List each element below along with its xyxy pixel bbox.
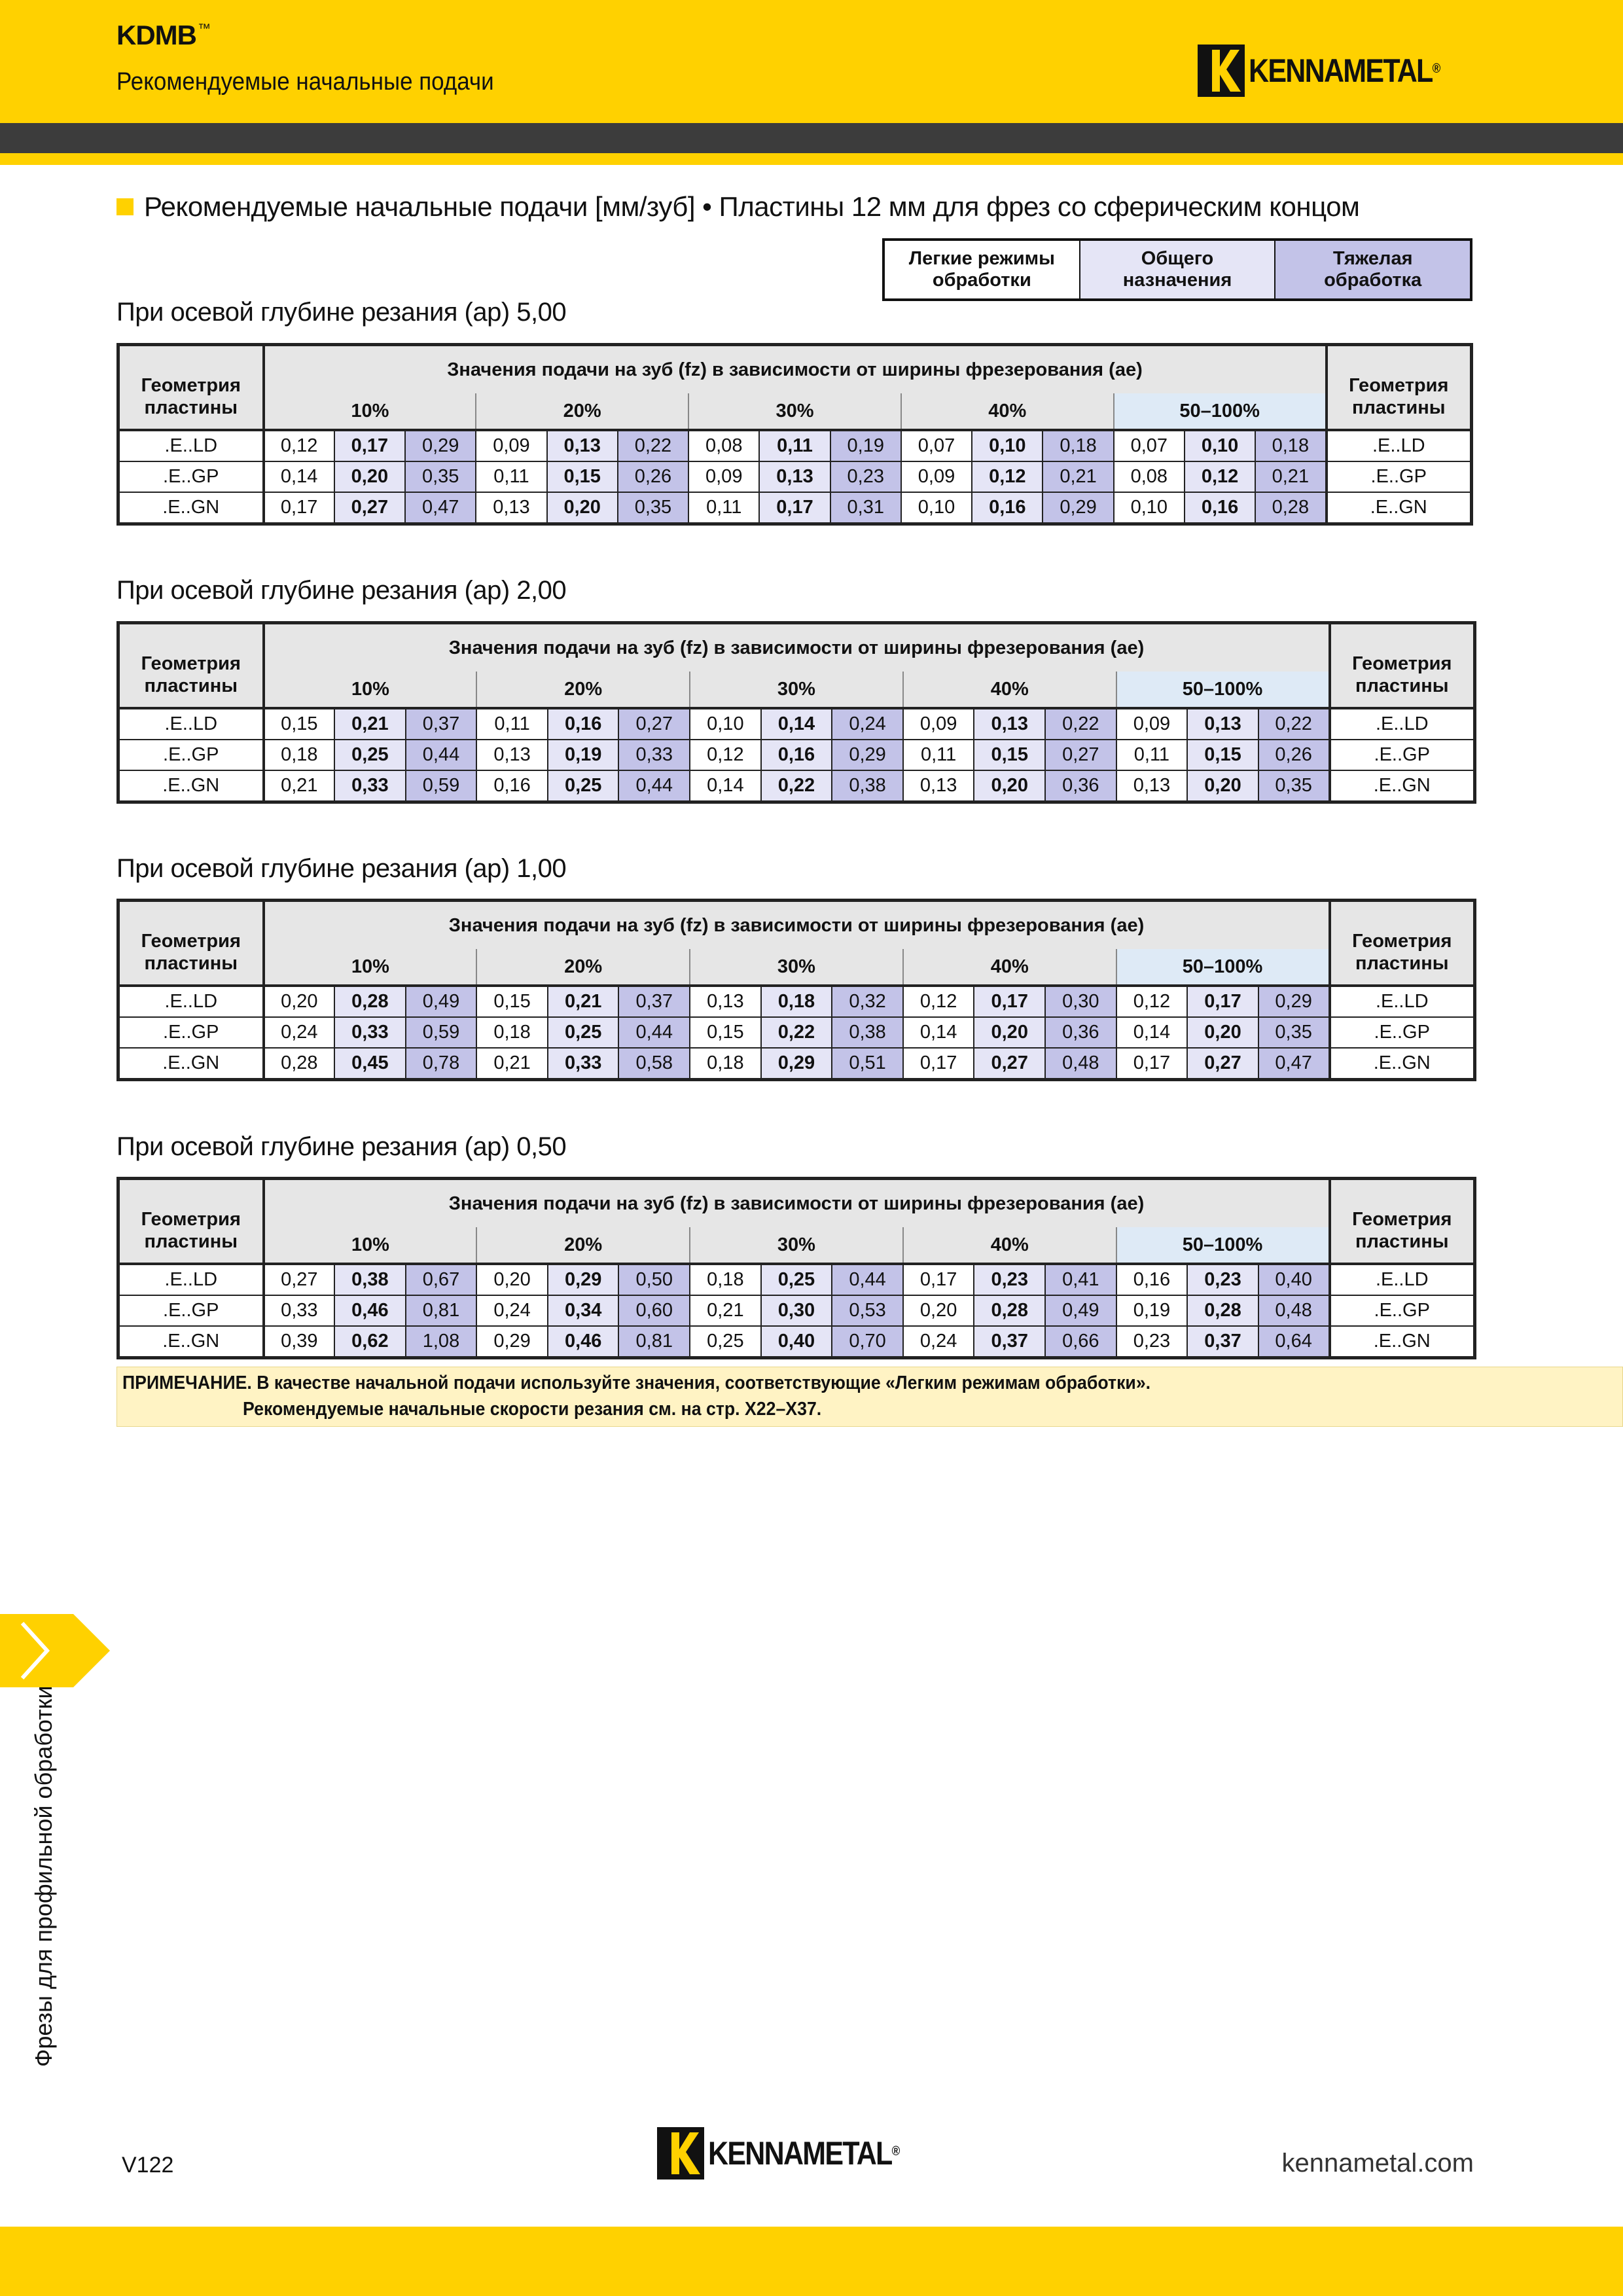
feed-general-cell: 0,29 xyxy=(761,1048,832,1080)
geometry-cell: .E..GN xyxy=(118,492,264,524)
product-title: KDMB ™ xyxy=(116,20,210,50)
feed-light-cell: 0,10 xyxy=(901,492,972,524)
feed-general-cell: 0,10 xyxy=(1185,430,1255,461)
feed-heavy-cell: 0,19 xyxy=(830,430,901,461)
feed-general-cell: 0,17 xyxy=(334,430,405,461)
feed-light-cell: 0,27 xyxy=(264,1264,335,1295)
feed-heavy-cell: 0,35 xyxy=(405,461,476,492)
feed-heavy-cell: 0,35 xyxy=(1258,1017,1330,1048)
feed-light-cell: 0,18 xyxy=(690,1264,761,1295)
geometry-cell: .E..GN xyxy=(1327,492,1472,524)
feed-heavy-cell: 0,33 xyxy=(618,740,690,770)
feed-light-cell: 0,08 xyxy=(688,430,759,461)
feed-general-cell: 0,16 xyxy=(548,708,619,740)
feed-light-cell: 0,25 xyxy=(690,1326,761,1358)
feed-heavy-cell: 0,35 xyxy=(1258,770,1330,802)
feed-heavy-cell: 0,22 xyxy=(618,430,688,461)
feed-heavy-cell: 0,26 xyxy=(1258,740,1330,770)
feed-heavy-cell: 0,21 xyxy=(1043,461,1113,492)
column-header-width: 10% xyxy=(264,949,477,986)
feed-heavy-cell: 0,67 xyxy=(406,1264,477,1295)
feed-general-cell: 0,27 xyxy=(334,492,405,524)
feed-general-cell: 0,13 xyxy=(547,430,618,461)
feed-heavy-cell: 0,18 xyxy=(1255,430,1326,461)
feed-light-cell: 0,14 xyxy=(1116,1017,1188,1048)
feed-heavy-cell: 0,44 xyxy=(406,740,477,770)
feed-heavy-cell: 0,59 xyxy=(406,770,477,802)
feed-heavy-cell: 0,48 xyxy=(1045,1048,1116,1080)
feed-light-cell: 0,20 xyxy=(903,1295,974,1326)
feed-general-cell: 0,17 xyxy=(974,986,1045,1017)
feed-general-cell: 0,15 xyxy=(547,461,618,492)
feed-table-ap-2 xyxy=(116,621,1476,804)
feed-heavy-cell: 0,23 xyxy=(830,461,901,492)
feed-general-cell: 0,37 xyxy=(974,1326,1045,1358)
feed-general-cell: 0,20 xyxy=(974,1017,1045,1048)
feed-general-cell: 0,33 xyxy=(334,770,406,802)
feed-light-cell: 0,20 xyxy=(476,1264,548,1295)
note-line-2: Рекомендуемые начальные скорости резания см. на стр. X22–X37. xyxy=(243,1399,822,1420)
column-header-width: 20% xyxy=(476,672,690,708)
feed-table-ap-5 xyxy=(116,343,1473,526)
column-header-width: 10% xyxy=(264,1227,477,1264)
feed-general-cell: 0,25 xyxy=(334,740,406,770)
feed-general-cell: 0,28 xyxy=(974,1295,1045,1326)
feed-light-cell: 0,21 xyxy=(476,1048,548,1080)
feed-general-cell: 0,37 xyxy=(1187,1326,1258,1358)
feed-heavy-cell: 0,29 xyxy=(1258,986,1330,1017)
section-title: Рекомендуемые начальные подачи [мм/зуб] • Пластины 12 мм для фрез со сферическим концом xyxy=(116,191,1359,223)
feed-light-cell: 0,28 xyxy=(264,1048,335,1080)
geometry-cell: .E..GP xyxy=(1330,740,1475,770)
column-header-feed-span: Значения подачи на зуб (fz) в зависимости от ширины фрезерования (ae) xyxy=(264,1179,1330,1228)
feed-light-cell: 0,17 xyxy=(903,1048,974,1080)
feed-heavy-cell: 0,48 xyxy=(1258,1295,1330,1326)
column-header-geometry-right: Геометрия пластины xyxy=(1327,345,1472,431)
feed-light-cell: 0,18 xyxy=(264,740,335,770)
feed-general-cell: 0,16 xyxy=(972,492,1043,524)
side-section-label: Фрезы для профильной обработки xyxy=(30,1685,57,2067)
feed-general-cell: 0,25 xyxy=(548,1017,619,1048)
feed-heavy-cell: 0,21 xyxy=(1255,461,1326,492)
feed-general-cell: 0,13 xyxy=(759,461,830,492)
table-row xyxy=(118,1264,1475,1295)
feed-light-cell: 0,11 xyxy=(476,708,548,740)
table-row xyxy=(118,430,1472,461)
feed-light-cell: 0,20 xyxy=(264,986,335,1017)
column-header-feed-span: Значения подачи на зуб (fz) в зависимости от ширины фрезерования (ae) xyxy=(264,901,1330,950)
feed-light-cell: 0,24 xyxy=(264,1017,335,1048)
feed-heavy-cell: 0,59 xyxy=(406,1017,477,1048)
feed-heavy-cell: 0,41 xyxy=(1045,1264,1116,1295)
feed-general-cell: 0,23 xyxy=(1187,1264,1258,1295)
feed-heavy-cell: 1,08 xyxy=(406,1326,477,1358)
table-title-3: При осевой глубине резания (ap) 1,00 xyxy=(116,854,567,883)
kennametal-k-icon xyxy=(1198,45,1245,97)
table-row xyxy=(118,1326,1475,1358)
feed-general-cell: 0,17 xyxy=(759,492,830,524)
feed-light-cell: 0,14 xyxy=(690,770,761,802)
feed-heavy-cell: 0,37 xyxy=(618,986,690,1017)
feed-light-cell: 0,12 xyxy=(903,986,974,1017)
geometry-cell: .E..LD xyxy=(1330,1264,1475,1295)
feed-general-cell: 0,20 xyxy=(334,461,405,492)
feed-heavy-cell: 0,38 xyxy=(832,1017,903,1048)
feed-general-cell: 0,12 xyxy=(1185,461,1255,492)
geometry-cell: .E..GP xyxy=(1330,1017,1475,1048)
feed-heavy-cell: 0,44 xyxy=(618,1017,690,1048)
feed-heavy-cell: 0,47 xyxy=(1258,1048,1330,1080)
feed-heavy-cell: 0,81 xyxy=(406,1295,477,1326)
feed-light-cell: 0,13 xyxy=(690,986,761,1017)
column-header-geometry-right: Геометрия пластины xyxy=(1330,1179,1475,1265)
feed-light-cell: 0,19 xyxy=(1116,1295,1188,1326)
feed-general-cell: 0,22 xyxy=(761,1017,832,1048)
feed-light-cell: 0,10 xyxy=(690,708,761,740)
feed-general-cell: 0,23 xyxy=(974,1264,1045,1295)
feed-light-cell: 0,13 xyxy=(476,740,548,770)
feed-light-cell: 0,21 xyxy=(690,1295,761,1326)
geometry-cell: .E..LD xyxy=(1330,708,1475,740)
feed-general-cell: 0,12 xyxy=(972,461,1043,492)
feed-general-cell: 0,46 xyxy=(334,1295,406,1326)
header-dark-stripe xyxy=(0,123,1623,153)
feed-general-cell: 0,11 xyxy=(759,430,830,461)
feed-light-cell: 0,16 xyxy=(476,770,548,802)
feed-general-cell: 0,18 xyxy=(761,986,832,1017)
feed-general-cell: 0,38 xyxy=(334,1264,406,1295)
column-header-width: 40% xyxy=(903,672,1116,708)
feed-light-cell: 0,39 xyxy=(264,1326,335,1358)
geometry-cell: .E..GP xyxy=(118,461,264,492)
feed-general-cell: 0,15 xyxy=(1187,740,1258,770)
feed-light-cell: 0,18 xyxy=(690,1048,761,1080)
brand-logo-top: KENNAMETAL® xyxy=(1198,45,1471,97)
note-box xyxy=(116,1367,1623,1427)
feed-heavy-cell: 0,60 xyxy=(618,1295,690,1326)
column-header-width: 30% xyxy=(690,949,903,986)
feed-general-cell: 0,13 xyxy=(974,708,1045,740)
feed-general-cell: 0,27 xyxy=(1187,1048,1258,1080)
feed-light-cell: 0,09 xyxy=(903,708,974,740)
feed-general-cell: 0,33 xyxy=(334,1017,406,1048)
feed-general-cell: 0,25 xyxy=(548,770,619,802)
feed-light-cell: 0,09 xyxy=(1116,708,1188,740)
feed-light-cell: 0,11 xyxy=(476,461,546,492)
feed-light-cell: 0,18 xyxy=(476,1017,548,1048)
feed-general-cell: 0,40 xyxy=(761,1326,832,1358)
feed-heavy-cell: 0,51 xyxy=(832,1048,903,1080)
feed-light-cell: 0,33 xyxy=(264,1295,335,1326)
legend-light: Легкие режимы обработки xyxy=(885,241,1080,298)
feed-general-cell: 0,29 xyxy=(548,1264,619,1295)
geometry-cell: .E..GN xyxy=(118,770,264,802)
feed-general-cell: 0,21 xyxy=(548,986,619,1017)
brand-logo-bottom: KENNAMETAL® xyxy=(657,2127,930,2179)
kennametal-k-icon xyxy=(657,2127,704,2179)
geometry-cell: .E..GN xyxy=(1330,770,1475,802)
column-header-width: 40% xyxy=(903,949,1116,986)
feed-heavy-cell: 0,18 xyxy=(1043,430,1113,461)
feed-heavy-cell: 0,37 xyxy=(406,708,477,740)
feed-light-cell: 0,12 xyxy=(690,740,761,770)
feed-light-cell: 0,09 xyxy=(901,461,972,492)
feed-table-ap-1 xyxy=(116,899,1476,1081)
feed-general-cell: 0,28 xyxy=(334,986,406,1017)
feed-heavy-cell: 0,27 xyxy=(1045,740,1116,770)
feed-light-cell: 0,07 xyxy=(1114,430,1185,461)
feed-light-cell: 0,11 xyxy=(688,492,759,524)
column-header-geometry-right: Геометрия пластины xyxy=(1330,901,1475,986)
feed-general-cell: 0,14 xyxy=(761,708,832,740)
column-header-width: 30% xyxy=(690,1227,903,1264)
geometry-cell: .E..GP xyxy=(1327,461,1472,492)
geometry-cell: .E..GN xyxy=(1330,1326,1475,1358)
feed-light-cell: 0,13 xyxy=(476,492,546,524)
feed-heavy-cell: 0,81 xyxy=(618,1326,690,1358)
column-header-width: 50–100% xyxy=(1116,672,1330,708)
geometry-cell: .E..LD xyxy=(1330,986,1475,1017)
feed-general-cell: 0,20 xyxy=(547,492,618,524)
feed-light-cell: 0,13 xyxy=(903,770,974,802)
table-row xyxy=(118,1048,1475,1080)
feed-general-cell: 0,13 xyxy=(1187,708,1258,740)
geometry-cell: .E..GP xyxy=(118,1295,264,1326)
feed-general-cell: 0,10 xyxy=(972,430,1043,461)
feed-light-cell: 0,24 xyxy=(903,1326,974,1358)
table-row xyxy=(118,986,1475,1017)
feed-light-cell: 0,15 xyxy=(690,1017,761,1048)
feed-light-cell: 0,14 xyxy=(903,1017,974,1048)
feed-general-cell: 0,20 xyxy=(1187,770,1258,802)
feed-light-cell: 0,15 xyxy=(264,708,335,740)
column-header-width: 30% xyxy=(690,672,903,708)
table-row xyxy=(118,492,1472,524)
feed-light-cell: 0,09 xyxy=(476,430,546,461)
geometry-cell: .E..LD xyxy=(118,1264,264,1295)
geometry-cell: .E..LD xyxy=(118,430,264,461)
geometry-cell: .E..GN xyxy=(1330,1048,1475,1080)
table-row xyxy=(118,1017,1475,1048)
column-header-geometry: Геометрия пластины xyxy=(118,345,264,431)
geometry-cell: .E..GP xyxy=(1330,1295,1475,1326)
feed-light-cell: 0,24 xyxy=(476,1295,548,1326)
column-header-width: 50–100% xyxy=(1114,393,1327,430)
table-title-2: При осевой глубине резания (ap) 2,00 xyxy=(116,576,567,605)
feed-heavy-cell: 0,44 xyxy=(832,1264,903,1295)
geometry-cell: .E..LD xyxy=(118,708,264,740)
feed-general-cell: 0,46 xyxy=(548,1326,619,1358)
geometry-cell: .E..GN xyxy=(118,1048,264,1080)
feed-heavy-cell: 0,53 xyxy=(832,1295,903,1326)
page-subtitle: Рекомендуемые начальные подачи xyxy=(116,68,494,96)
feed-heavy-cell: 0,44 xyxy=(618,770,690,802)
legend xyxy=(882,238,1472,301)
feed-general-cell: 0,22 xyxy=(761,770,832,802)
column-header-width: 30% xyxy=(688,393,901,430)
column-header-geometry: Геометрия пластины xyxy=(118,901,264,986)
column-header-geometry: Геометрия пластины xyxy=(118,1179,264,1265)
feed-light-cell: 0,12 xyxy=(1116,986,1188,1017)
geometry-cell: .E..LD xyxy=(118,986,264,1017)
website-link[interactable]: kennametal.com xyxy=(1281,2149,1474,2178)
feed-heavy-cell: 0,22 xyxy=(1045,708,1116,740)
feed-light-cell: 0,17 xyxy=(1116,1048,1188,1080)
table-title-4: При осевой глубине резания (ap) 0,50 xyxy=(116,1132,567,1161)
feed-light-cell: 0,23 xyxy=(1116,1326,1188,1358)
feed-light-cell: 0,12 xyxy=(264,430,334,461)
geometry-cell: .E..LD xyxy=(1327,430,1472,461)
feed-general-cell: 0,30 xyxy=(761,1295,832,1326)
table-row xyxy=(118,461,1472,492)
column-header-width: 20% xyxy=(476,949,690,986)
column-header-width: 50–100% xyxy=(1116,949,1330,986)
feed-heavy-cell: 0,40 xyxy=(1258,1264,1330,1295)
feed-heavy-cell: 0,31 xyxy=(830,492,901,524)
table-row xyxy=(118,770,1475,802)
feed-heavy-cell: 0,36 xyxy=(1045,770,1116,802)
feed-general-cell: 0,17 xyxy=(1187,986,1258,1017)
feed-heavy-cell: 0,32 xyxy=(832,986,903,1017)
feed-light-cell: 0,29 xyxy=(476,1326,548,1358)
feed-general-cell: 0,20 xyxy=(974,770,1045,802)
feed-light-cell: 0,14 xyxy=(264,461,334,492)
feed-heavy-cell: 0,27 xyxy=(618,708,690,740)
feed-light-cell: 0,15 xyxy=(476,986,548,1017)
feed-light-cell: 0,13 xyxy=(1116,770,1188,802)
feed-general-cell: 0,20 xyxy=(1187,1017,1258,1048)
table-row xyxy=(118,1295,1475,1326)
legend-general: Общего назначения xyxy=(1080,241,1276,298)
feed-general-cell: 0,16 xyxy=(1185,492,1255,524)
feed-general-cell: 0,16 xyxy=(761,740,832,770)
feed-light-cell: 0,16 xyxy=(1116,1264,1188,1295)
table-row xyxy=(118,740,1475,770)
feed-heavy-cell: 0,24 xyxy=(832,708,903,740)
feed-light-cell: 0,11 xyxy=(903,740,974,770)
feed-light-cell: 0,21 xyxy=(264,770,335,802)
feed-general-cell: 0,19 xyxy=(548,740,619,770)
feed-general-cell: 0,27 xyxy=(974,1048,1045,1080)
feed-general-cell: 0,21 xyxy=(334,708,406,740)
column-header-width: 40% xyxy=(901,393,1114,430)
feed-light-cell: 0,11 xyxy=(1116,740,1188,770)
page-number: V122 xyxy=(122,2153,174,2178)
geometry-cell: .E..GN xyxy=(118,1326,264,1358)
column-header-width: 20% xyxy=(476,1227,690,1264)
feed-heavy-cell: 0,35 xyxy=(618,492,688,524)
feed-heavy-cell: 0,50 xyxy=(618,1264,690,1295)
header-yellow-stripe xyxy=(0,153,1623,165)
feed-light-cell: 0,08 xyxy=(1114,461,1185,492)
table-title-1: При осевой глубине резания (ap) 5,00 xyxy=(116,298,567,327)
feed-general-cell: 0,28 xyxy=(1187,1295,1258,1326)
feed-light-cell: 0,17 xyxy=(264,492,334,524)
feed-general-cell: 0,25 xyxy=(761,1264,832,1295)
geometry-cell: .E..GP xyxy=(118,1017,264,1048)
feed-light-cell: 0,17 xyxy=(903,1264,974,1295)
note-line-1: ПРИМЕЧАНИЕ. В качестве начальной подачи используйте значения, соответствующие «Легким режимам обработки». xyxy=(122,1372,1151,1393)
feed-heavy-cell: 0,36 xyxy=(1045,1017,1116,1048)
feed-heavy-cell: 0,22 xyxy=(1258,708,1330,740)
feed-heavy-cell: 0,28 xyxy=(1255,492,1326,524)
feed-heavy-cell: 0,58 xyxy=(618,1048,690,1080)
column-header-feed-span: Значения подачи на зуб (fz) в зависимости от ширины фрезерования (ae) xyxy=(264,345,1327,394)
column-header-width: 40% xyxy=(903,1227,1116,1264)
legend-heavy: Тяжелая обработка xyxy=(1275,241,1470,298)
feed-heavy-cell: 0,29 xyxy=(405,430,476,461)
feed-heavy-cell: 0,26 xyxy=(618,461,688,492)
feed-heavy-cell: 0,38 xyxy=(832,770,903,802)
feed-heavy-cell: 0,66 xyxy=(1045,1326,1116,1358)
column-header-width: 10% xyxy=(264,672,477,708)
feed-heavy-cell: 0,64 xyxy=(1258,1326,1330,1358)
feed-table-ap-0-5 xyxy=(116,1177,1476,1359)
geometry-cell: .E..GP xyxy=(118,740,264,770)
feed-heavy-cell: 0,49 xyxy=(1045,1295,1116,1326)
feed-heavy-cell: 0,70 xyxy=(832,1326,903,1358)
footer-band xyxy=(0,2227,1623,2296)
feed-heavy-cell: 0,30 xyxy=(1045,986,1116,1017)
column-header-geometry: Геометрия пластины xyxy=(118,623,264,709)
column-header-feed-span: Значения подачи на зуб (fz) в зависимости от ширины фрезерования (ae) xyxy=(264,623,1330,672)
feed-heavy-cell: 0,29 xyxy=(832,740,903,770)
yellow-square-icon xyxy=(116,198,134,215)
feed-general-cell: 0,62 xyxy=(334,1326,406,1358)
feed-heavy-cell: 0,47 xyxy=(405,492,476,524)
feed-general-cell: 0,33 xyxy=(548,1048,619,1080)
feed-general-cell: 0,15 xyxy=(974,740,1045,770)
feed-light-cell: 0,10 xyxy=(1114,492,1185,524)
column-header-geometry-right: Геометрия пластины xyxy=(1330,623,1475,709)
feed-light-cell: 0,07 xyxy=(901,430,972,461)
column-header-width: 20% xyxy=(476,393,688,430)
feed-light-cell: 0,09 xyxy=(688,461,759,492)
feed-heavy-cell: 0,29 xyxy=(1043,492,1113,524)
column-header-width: 50–100% xyxy=(1116,1227,1330,1264)
table-row xyxy=(118,708,1475,740)
column-header-width: 10% xyxy=(264,393,476,430)
feed-general-cell: 0,45 xyxy=(334,1048,406,1080)
feed-heavy-cell: 0,78 xyxy=(406,1048,477,1080)
feed-general-cell: 0,34 xyxy=(548,1295,619,1326)
feed-heavy-cell: 0,49 xyxy=(406,986,477,1017)
